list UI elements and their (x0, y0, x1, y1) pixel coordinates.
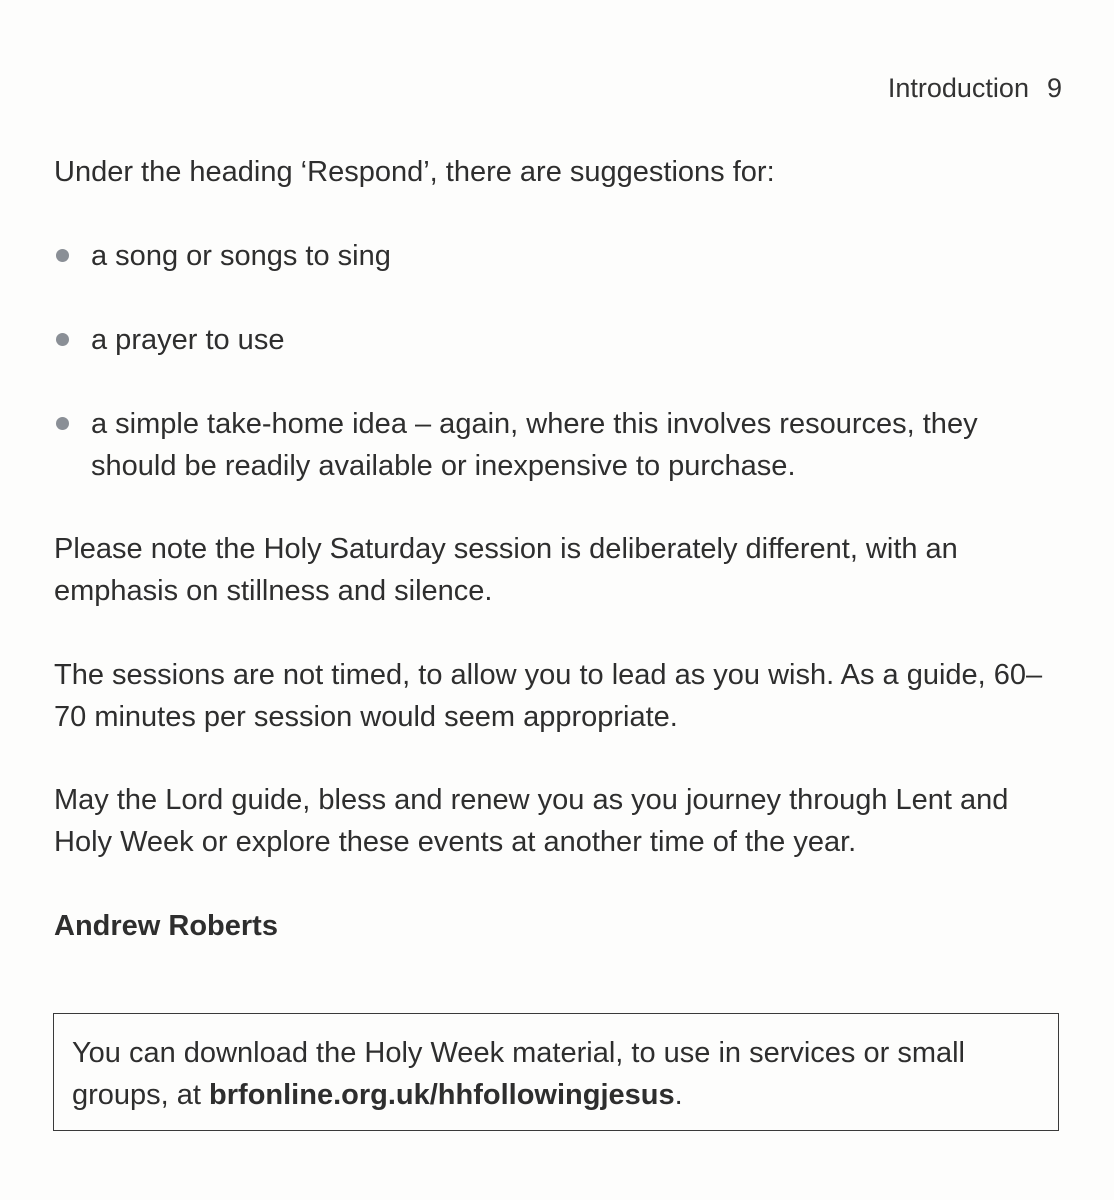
list-item-text: a song or songs to sing (91, 240, 391, 272)
list-item (54, 403, 1064, 487)
bullet-dot-icon (56, 333, 69, 346)
note-text-end: . (674, 1079, 683, 1111)
download-link[interactable]: brfonline.org.uk/hhfollowingjesus (209, 1079, 675, 1111)
page-number: 9 (1046, 73, 1062, 103)
holy-saturday-paragraph: Please note the Holy Saturday session is deliberately different, with an emphasis on stillness and silence. (54, 533, 958, 607)
bullet-dot-icon (56, 249, 69, 262)
list-item (54, 235, 1064, 277)
bullet-dot-icon (56, 417, 69, 430)
timing-paragraph: The sessions are not timed, to allow you to lead as you wish. As a guide, 60–70 minutes per session would seem appropriate. (54, 659, 1043, 733)
running-header (888, 70, 1062, 106)
author-signature: Andrew Roberts (54, 910, 278, 942)
blessing-paragraph: May the Lord guide, bless and renew you as you journey through Lent and Holy Week or explore these events at another time of the year. (54, 784, 1009, 858)
suggestion-list (54, 235, 1064, 529)
section-title: Introduction (887, 73, 1029, 103)
list-item (54, 319, 1064, 361)
list-item-text: a prayer to use (91, 324, 285, 356)
note-text: You can download the Holy Week material, to use in services or small groups, at (72, 1037, 965, 1111)
download-note-box (53, 1013, 1059, 1131)
intro-paragraph: Under the heading ‘Respond’, there are suggestions for: (54, 156, 775, 188)
list-item-text: a simple take-home idea – again, where this involves resources, they should be readily available or inexpensive to purchase. (91, 408, 978, 482)
